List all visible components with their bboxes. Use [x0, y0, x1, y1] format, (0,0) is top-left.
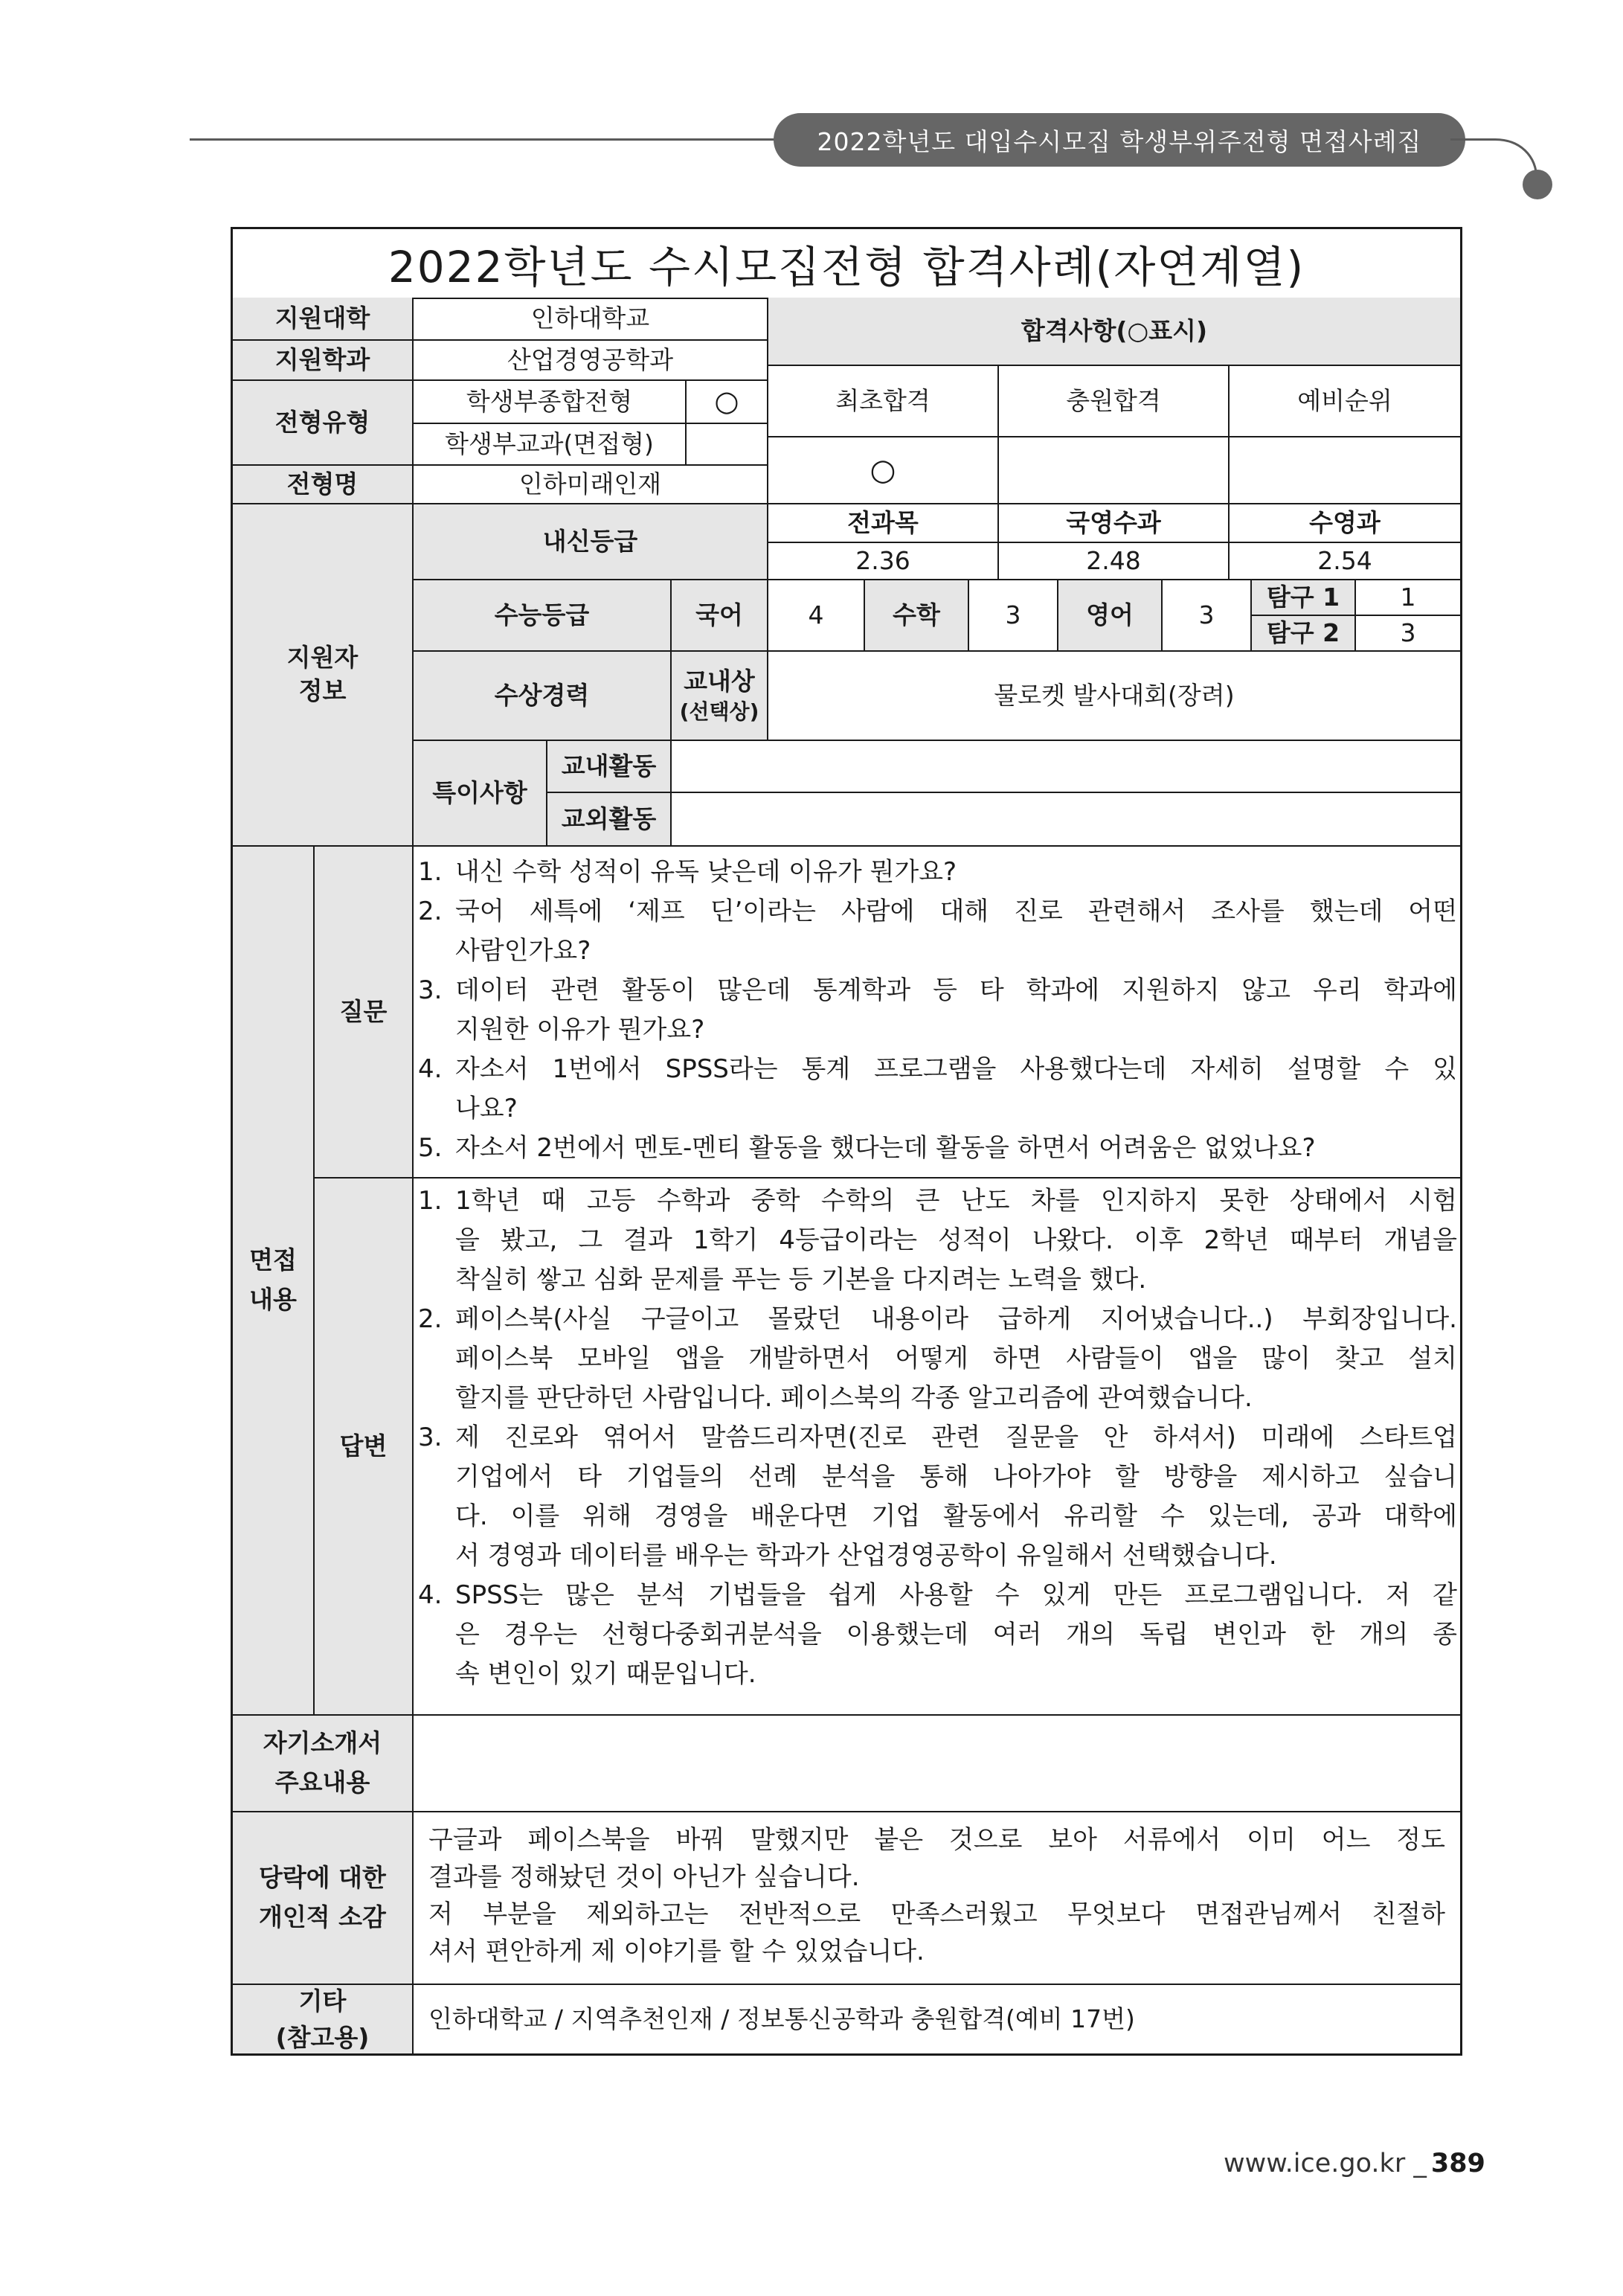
opinion-label: 당락에 대한 개인적 소감 — [233, 1812, 414, 1985]
etc-label: 기타 (참고용) — [233, 1985, 414, 2053]
gpa-label: 내신등급 — [414, 504, 768, 580]
table-title: 2022학년도 수시모집전형 합격사례(자연계열) — [233, 229, 1460, 299]
opinion-line: 저 부분을 제외하고는 전반적으로 만족스러웠고 무엇보다 면접관님께서 친절하 — [428, 1899, 1445, 1929]
csat-grade: 3 — [1163, 580, 1252, 652]
special-row-label: 교외활동 — [547, 793, 672, 847]
award-value: 물로켓 발사대회(장려) — [768, 652, 1460, 741]
interview-label: 면접 내용 — [233, 847, 315, 1716]
inquiry-grade: 3 — [1356, 616, 1460, 652]
track-label: 전형명 — [233, 466, 414, 504]
question-item-number: 5. — [418, 1133, 443, 1163]
question-item — [418, 1129, 1457, 1168]
answer-item-number: 3. — [418, 1423, 443, 1452]
university-label: 지원대학 — [233, 298, 414, 341]
footer-site: www.ice.go.kr _ — [1224, 2149, 1427, 2178]
university-value: 인하대학교 — [414, 298, 768, 341]
question-item-line: 데이터 관련 활동이 많은데 통계학과 등 타 학과에 지원하지 않고 우리 학과에 — [455, 975, 1457, 1005]
page-number: 389 — [1430, 2149, 1485, 2178]
result-mark-reserve — [1230, 437, 1460, 504]
answer-item — [418, 1300, 1457, 1418]
csat-grade: 3 — [969, 580, 1058, 652]
inquiry-subject: 탐구 1 — [1252, 580, 1356, 616]
opinion-line: 결과를 정해놨던 것이 아닌가 싶습니다. — [428, 1862, 860, 1892]
csat-label: 수능등급 — [414, 580, 672, 652]
answer-item-line: SPSS는 많은 분석 기법들을 쉽게 사용할 수 있게 만든 프로그램입니다. 저 같 — [455, 1580, 1457, 1610]
question-item — [418, 1050, 1457, 1129]
answer-item-line: 할지를 판단하던 사람입니다. 페이스북의 각종 알고리즘에 관여했습니다. — [455, 1383, 1253, 1413]
admission-type-name: 학생부종합전형 — [414, 381, 687, 424]
department-value: 산업경영공학과 — [414, 341, 768, 381]
question-list — [414, 847, 1460, 1179]
special-label: 특이사항 — [414, 741, 547, 847]
intro-label: 자기소개서 주요내용 — [233, 1716, 414, 1812]
track-value: 인하미래인재 — [414, 466, 768, 504]
result-header: 합격사항(○표시) — [768, 298, 1460, 366]
question-item-number: 4. — [418, 1054, 443, 1084]
question-item — [418, 853, 1457, 892]
result-col-first: 최초합격 — [768, 366, 999, 437]
answer-item-line: 기업에서 타 기업들의 선례 분석을 통해 나아가야 할 방향을 제시하고 싶습니 — [455, 1462, 1457, 1492]
answer-item — [418, 1181, 1457, 1300]
csat-grade: 4 — [768, 580, 865, 652]
answer-item-line: 을 봤고, 그 결과 1학기 4등급이라는 성적이 나왔다. 이후 2학년 때부터 개념을 — [455, 1225, 1457, 1255]
answer-item-number: 1. — [418, 1186, 443, 1216]
inquiry-grade: 1 — [1356, 580, 1460, 616]
admission-case-table — [231, 227, 1462, 2056]
admission-type-mark: ○ — [687, 381, 768, 424]
answer-item-line: 페이스북(사실 구글이고 몰랐던 내용이라 급하게 지어냈습니다..) 부회장입니다. — [455, 1304, 1457, 1334]
gpa-col-all: 전과목 — [768, 504, 999, 543]
admission-type-name: 학생부교과(면접형) — [414, 424, 687, 466]
answer-item-number: 2. — [418, 1304, 443, 1334]
answer-list — [414, 1179, 1460, 1716]
special-row-label: 교내활동 — [547, 741, 672, 793]
answer-item-line: 은 경우는 선형다중회귀분석을 이용했는데 여러 개의 독립 변인과 한 개의 종 — [455, 1620, 1457, 1649]
answer-item-line: 서 경영과 데이터를 배우는 학과가 산업경영공학이 유일해서 선택했습니다. — [455, 1541, 1277, 1571]
gpa-value-all: 2.36 — [768, 543, 999, 580]
opinion-line: 셔서 편안하게 제 이야기를 할 수 있었습니다. — [428, 1937, 925, 1966]
answer-item-line: 1학년 때 고등 수학과 중학 수학의 큰 난도 차를 인지하지 못한 상태에서 시험 — [455, 1186, 1457, 1216]
result-col-waitlist: 충원합격 — [999, 366, 1230, 437]
etc-value: 인하대학교 / 지역추천인재 / 정보통신공학과 충원합격(예비 17번) — [428, 2004, 1135, 2033]
question-item-line: 지원한 이유가 뭔가요? — [455, 1015, 705, 1045]
gpa-col-kems: 국영수과 — [999, 504, 1230, 543]
result-mark-first: ○ — [768, 437, 999, 504]
answer-item-line: 페이스북 모바일 앱을 개발하면서 어떻게 하면 사람들이 앱을 많이 찾고 설치 — [455, 1344, 1457, 1373]
award-type: 교내상 (선택상) — [672, 652, 768, 741]
answer-label: 답변 — [315, 1179, 414, 1716]
department-label: 지원학과 — [233, 341, 414, 381]
gpa-value-mes: 2.54 — [1230, 543, 1460, 580]
question-item-line: 내신 수학 성적이 유독 낮은데 이유가 뭔가요? — [455, 857, 957, 887]
csat-subject: 수학 — [865, 580, 969, 652]
question-item-line: 자소서 1번에서 SPSS라는 통계 프로그램을 사용했다는데 자세히 설명할 수 있 — [455, 1054, 1457, 1084]
page-footer — [1224, 2149, 1485, 2178]
answer-item-line: 제 진로와 엮어서 말씀드리자면(진로 관련 질문을 안 하셔서) 미래에 스타트업 — [455, 1423, 1457, 1452]
award-label: 수상경력 — [414, 652, 672, 741]
question-item-number: 3. — [418, 975, 443, 1005]
answer-item-line: 속 변인이 있기 때문입니다. — [455, 1659, 756, 1689]
opinion-text — [414, 1812, 1460, 1985]
answer-item — [418, 1418, 1457, 1576]
header-rule — [190, 138, 800, 141]
answer-item-line: 착실히 쌓고 심화 문제를 푸는 등 기본을 다지려는 노력을 했다. — [455, 1265, 1147, 1295]
result-mark-waitlist — [999, 437, 1230, 504]
admission-type-mark — [687, 424, 768, 466]
result-col-reserve: 예비순위 — [1230, 366, 1460, 437]
answer-item — [418, 1576, 1457, 1694]
answer-item-line: 다. 이를 위해 경영을 배운다면 기업 활동에서 유리할 수 있는데, 공과 대학에 — [455, 1501, 1457, 1531]
question-item-line: 사람인가요? — [455, 936, 591, 966]
answer-item-number: 4. — [418, 1580, 443, 1610]
question-item-number: 1. — [418, 857, 443, 887]
csat-subject: 영어 — [1058, 580, 1163, 652]
gpa-value-kems: 2.48 — [999, 543, 1230, 580]
header-banner: 2022학년도 대입수시모집 학생부위주전형 면접사례집 — [774, 113, 1465, 167]
applicant-info-label: 지원자 정보 — [233, 504, 414, 847]
special-row-value — [672, 741, 1460, 793]
admission-type-label: 전형유형 — [233, 381, 414, 466]
question-item-line: 자소서 2번에서 멘토-멘티 활동을 했다는데 활동을 하면서 어려움은 없었나요? — [455, 1133, 1316, 1163]
question-item — [418, 892, 1457, 971]
opinion-line: 구글과 페이스북을 바꿔 말했지만 붙은 것으로 보아 서류에서 이미 어느 정도 — [428, 1825, 1445, 1855]
question-item-number: 2. — [418, 897, 443, 926]
question-item — [418, 971, 1457, 1050]
special-row-value — [672, 793, 1460, 847]
header-dot — [1523, 170, 1552, 199]
inquiry-subject: 탐구 2 — [1252, 616, 1356, 652]
question-item-line: 국어 세특에 ‘제프 딘’이라는 사람에 대해 진로 관련해서 조사를 했는데 어떤 — [455, 897, 1457, 926]
intro-value — [414, 1716, 1460, 1812]
question-label: 질문 — [315, 847, 414, 1179]
question-item-line: 나요? — [455, 1094, 518, 1123]
gpa-col-mes: 수영과 — [1230, 504, 1460, 543]
csat-subject: 국어 — [672, 580, 768, 652]
